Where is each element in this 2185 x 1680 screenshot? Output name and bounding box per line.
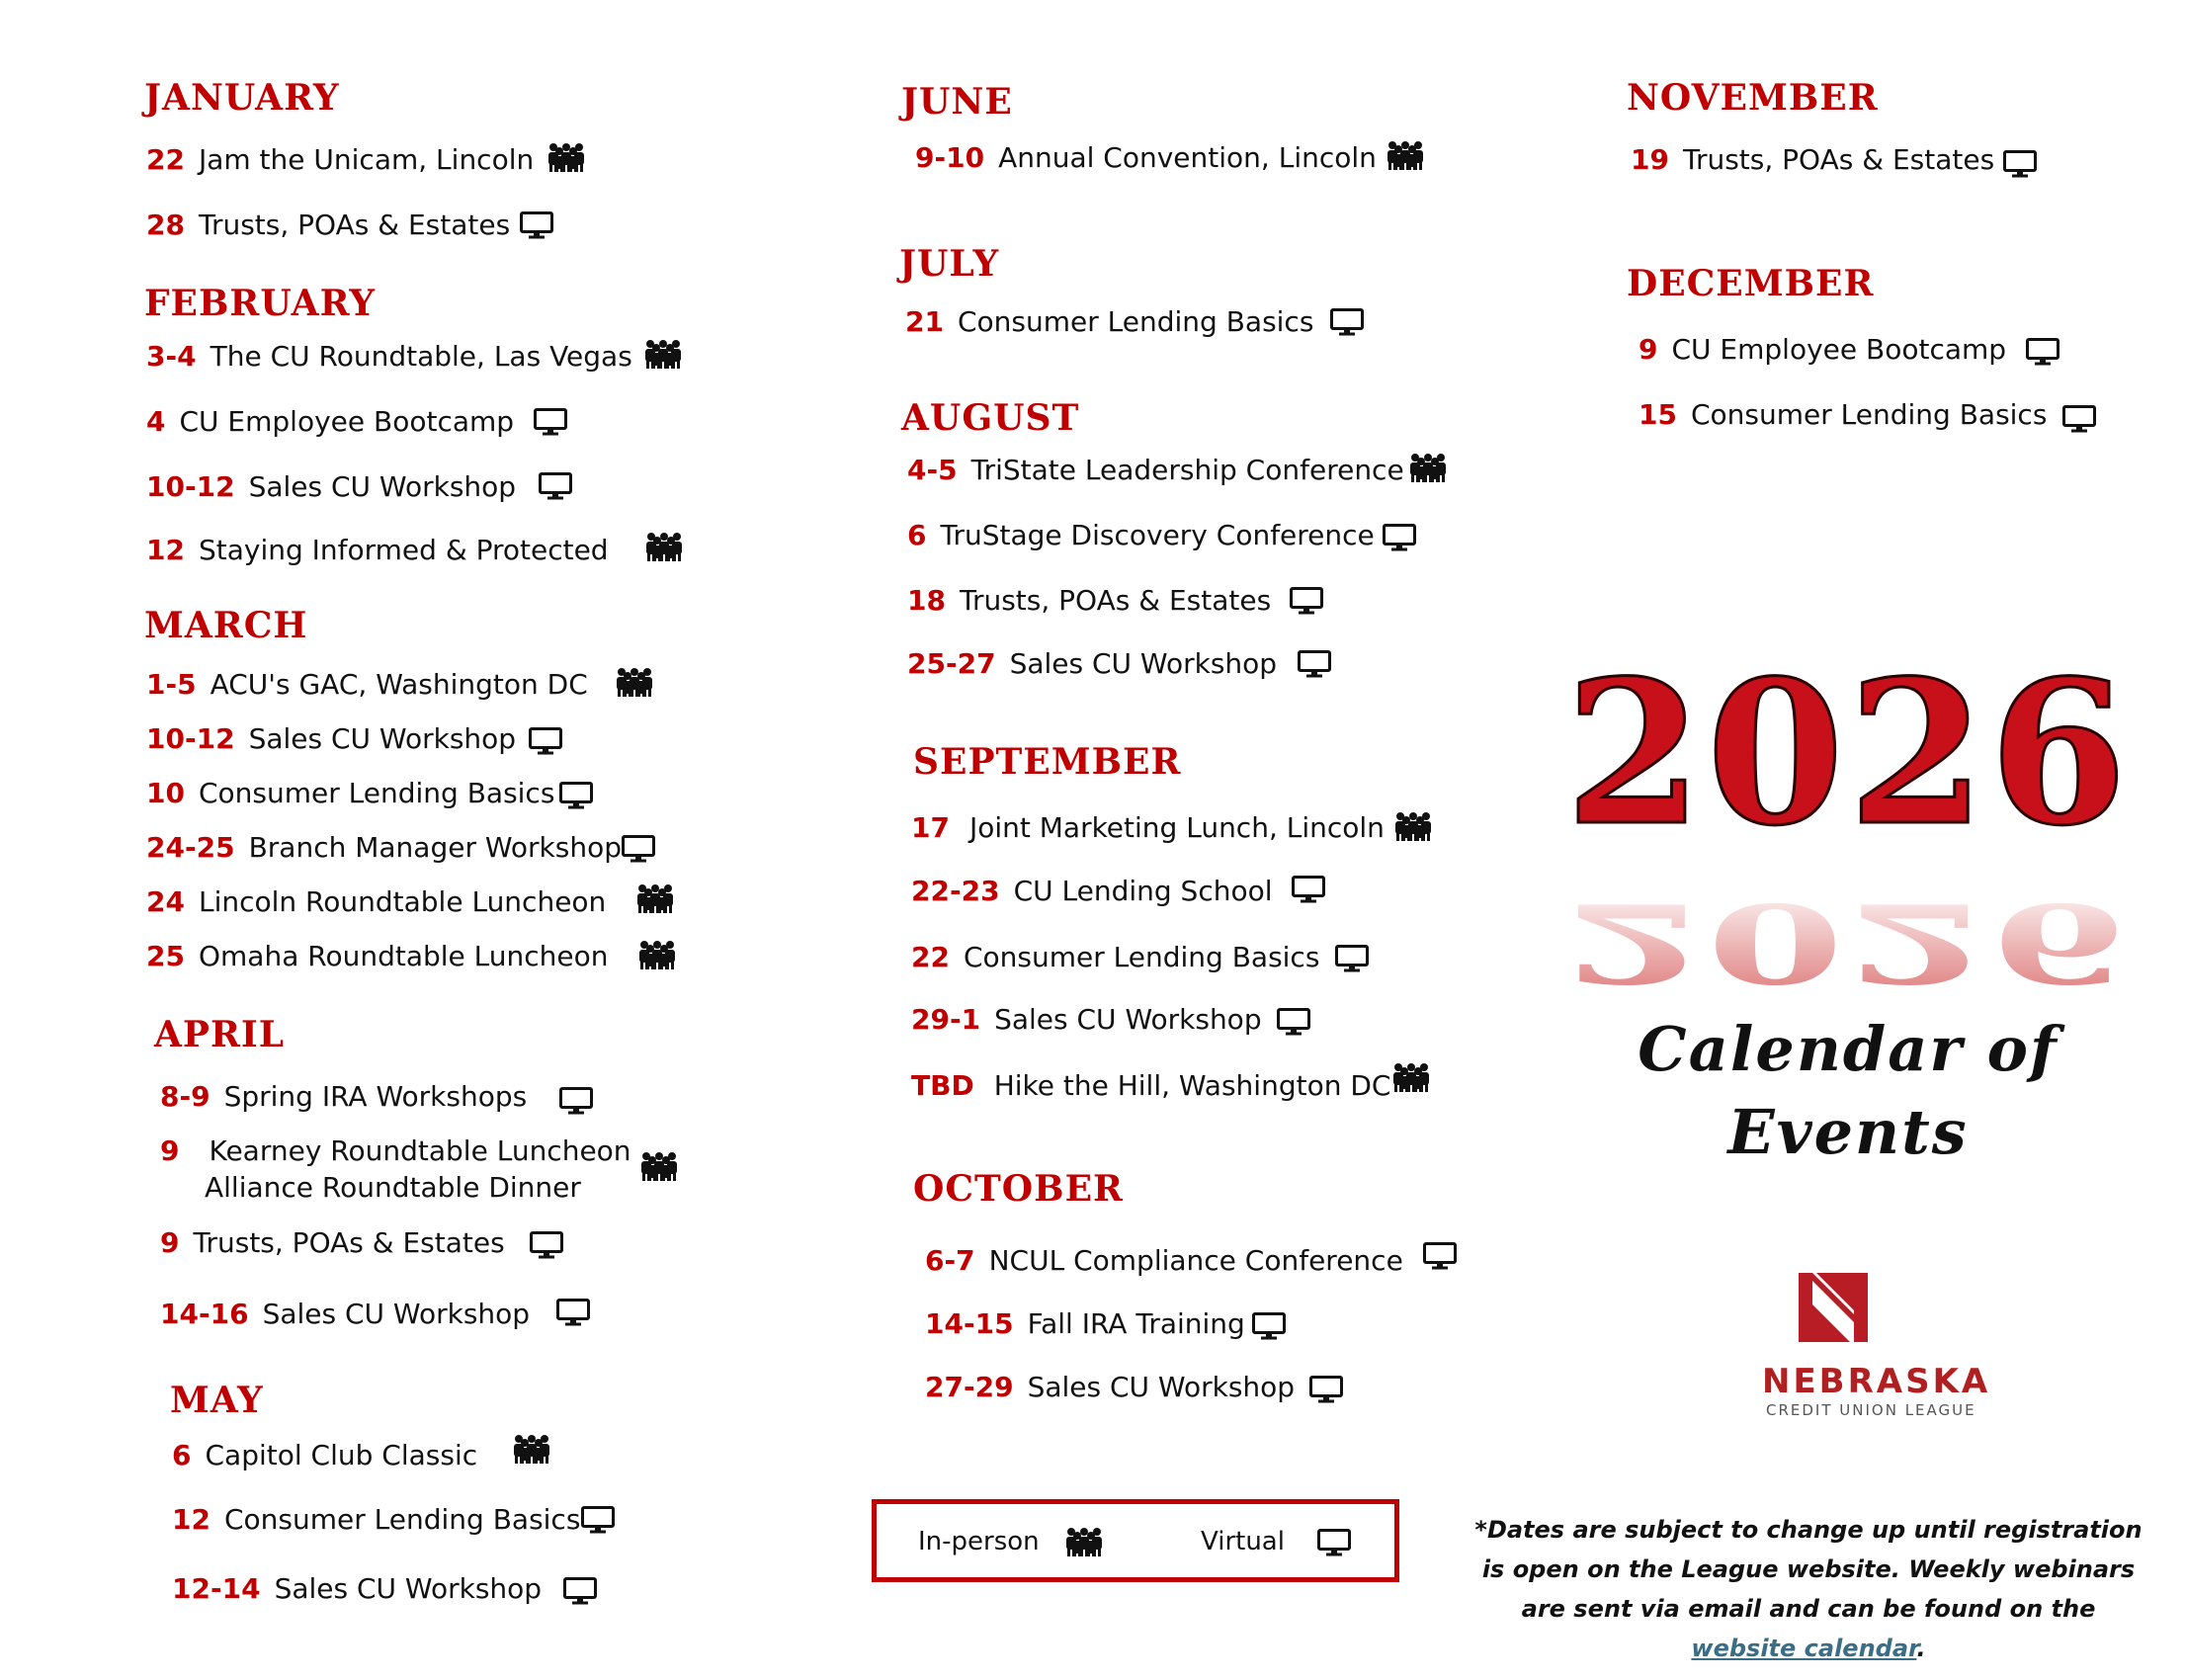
event-mar-10-12: 10-12 Sales CU Workshop <box>146 722 517 755</box>
people-icon <box>546 141 586 179</box>
event-feb-12: 12 Staying Informed & Protected <box>146 534 609 566</box>
legend-virtual-label: Virtual <box>1201 1527 1285 1556</box>
legend-box <box>872 1499 1399 1582</box>
month-august: AUGUST <box>901 397 1080 439</box>
event-sep-17: 17 Joint Marketing Lunch, Lincoln <box>911 811 1385 844</box>
logo-subtitle: CREDIT UNION LEAGUE <box>1766 1401 1976 1419</box>
year-reflection: 2026 <box>1564 878 2132 1007</box>
event-sep-29-1: 29-1 Sales CU Workshop <box>911 1003 1262 1036</box>
event-apr-9-trusts: 9 Trusts, POAs & Estates <box>160 1226 505 1259</box>
event-oct-27-29: 27-29 Sales CU Workshop <box>925 1371 1296 1403</box>
event-feb-4: 4 CU Employee Bootcamp <box>146 405 515 438</box>
legend-in-person-label: In-person <box>918 1527 1040 1556</box>
month-july: JULY <box>899 243 1000 285</box>
monitor-icon <box>529 727 562 759</box>
monitor-icon <box>556 1299 590 1330</box>
monitor-icon <box>2062 405 2096 437</box>
month-may: MAY <box>170 1380 264 1421</box>
event-mar-25: 25 Omaha Roundtable Luncheon <box>146 940 609 972</box>
monitor-icon <box>534 408 567 440</box>
event-aug-4-5: 4-5 TriState Leadership Conference <box>907 454 1404 486</box>
note-text: *Dates are subject to change up until registration is open on the League website. Weekly webinars are sent via email and can be found on the <box>1474 1516 2143 1623</box>
note-end: . <box>1916 1635 1926 1662</box>
monitor-icon <box>1298 650 1331 682</box>
calendar-title <box>1601 1008 2095 1174</box>
year-graphic <box>1532 637 2164 1007</box>
monitor-icon <box>1423 1242 1457 1274</box>
disclaimer-note <box>1463 1510 2154 1668</box>
people-icon <box>644 531 684 568</box>
event-jan-28: 28 Trusts, POAs & Estates <box>146 209 511 241</box>
logo-name: NEBRASKA <box>1762 1362 1991 1401</box>
legend-monitor-icon <box>1317 1529 1351 1563</box>
month-september: SEPTEMBER <box>913 741 1182 783</box>
event-apr-8-9: 8-9 Spring IRA Workshops <box>160 1080 528 1113</box>
event-sep-22: 22 Consumer Lending Basics <box>911 941 1320 973</box>
website-calendar-link[interactable]: website calendar <box>1691 1635 1917 1662</box>
people-icon <box>1386 139 1425 177</box>
people-icon <box>1408 452 1448 489</box>
month-march: MARCH <box>144 605 308 646</box>
people-icon <box>1391 1061 1431 1099</box>
event-jul-21: 21 Consumer Lending Basics <box>905 305 1314 338</box>
event-may-6: 6 Capitol Club Classic <box>172 1439 478 1471</box>
event-apr-14-16: 14-16 Sales CU Workshop <box>160 1298 531 1330</box>
event-apr-9-roundtables: 9 Kearney Roundtable Luncheon <box>160 1134 631 1167</box>
monitor-icon <box>581 1506 615 1538</box>
people-icon <box>512 1433 551 1470</box>
event-mar-10: 10 Consumer Lending Basics <box>146 777 555 809</box>
event-nov-19: 19 Trusts, POAs & Estates <box>1631 143 1995 176</box>
event-may-12-14: 12-14 Sales CU Workshop <box>172 1572 543 1605</box>
people-icon <box>637 939 677 976</box>
monitor-icon <box>1330 308 1364 340</box>
event-aug-6: 6 TruStage Discovery Conference <box>907 519 1375 551</box>
people-icon <box>635 882 675 920</box>
legend-people-icon <box>1064 1526 1104 1566</box>
month-february: FEBRUARY <box>144 283 377 324</box>
year-text: 2026 <box>1564 637 2132 870</box>
people-icon <box>639 1150 679 1188</box>
event-apr-9-second-line: Alliance Roundtable Dinner <box>205 1171 581 1204</box>
nebraska-logo-mark <box>1799 1273 1868 1342</box>
event-jan-22: 22 Jam the Unicam, Lincoln <box>146 143 535 176</box>
monitor-icon <box>530 1231 563 1263</box>
month-april: APRIL <box>154 1014 286 1055</box>
month-december: DECEMBER <box>1627 263 1875 304</box>
monitor-icon <box>1277 1008 1310 1040</box>
month-january: JANUARY <box>144 77 340 119</box>
title-line-2: Events <box>1727 1096 1969 1168</box>
people-icon <box>1393 810 1433 848</box>
event-mar-24-25: 24-25 Branch Manager Workshop <box>146 831 623 864</box>
event-oct-14-15: 14-15 Fall IRA Training <box>925 1307 1245 1340</box>
event-sep-22-23: 22-23 CU Lending School <box>911 875 1273 907</box>
event-jun-9-10: 9-10 Annual Convention, Lincoln <box>915 141 1377 174</box>
title-line-1: Calendar of <box>1638 1013 2059 1085</box>
monitor-icon <box>2026 338 2059 370</box>
monitor-icon <box>1383 524 1416 555</box>
month-october: OCTOBER <box>913 1168 1124 1210</box>
monitor-icon <box>1292 876 1325 907</box>
month-november: NOVEMBER <box>1627 77 1879 119</box>
monitor-icon <box>559 782 593 813</box>
month-june: JUNE <box>901 81 1013 123</box>
event-may-12: 12 Consumer Lending Basics <box>172 1503 581 1536</box>
monitor-icon <box>1290 587 1323 619</box>
event-mar-24: 24 Lincoln Roundtable Luncheon <box>146 885 607 918</box>
monitor-icon <box>520 211 553 243</box>
event-mar-1-5: 1-5 ACU's GAC, Washington DC <box>146 668 588 701</box>
event-dec-15: 15 Consumer Lending Basics <box>1639 398 2048 431</box>
monitor-icon <box>539 472 572 504</box>
monitor-icon <box>559 1087 593 1119</box>
event-feb-3-4: 3-4 The CU Roundtable, Las Vegas <box>146 340 632 373</box>
event-oct-6-7: 6-7 NCUL Compliance Conference <box>925 1244 1403 1277</box>
event-aug-25-27: 25-27 Sales CU Workshop <box>907 647 1278 680</box>
event-aug-18: 18 Trusts, POAs & Estates <box>907 584 1272 617</box>
people-icon <box>643 338 683 376</box>
monitor-icon <box>1335 945 1369 976</box>
monitor-icon <box>563 1577 597 1609</box>
monitor-icon <box>1252 1312 1286 1344</box>
event-sep-tbd: TBD Hike the Hill, Washington DC <box>911 1069 1391 1102</box>
event-dec-9: 9 CU Employee Bootcamp <box>1639 333 2007 366</box>
event-feb-10-12: 10-12 Sales CU Workshop <box>146 470 517 503</box>
monitor-icon <box>622 835 655 867</box>
monitor-icon <box>1309 1376 1343 1407</box>
people-icon <box>615 666 654 704</box>
monitor-icon <box>2003 150 2037 182</box>
